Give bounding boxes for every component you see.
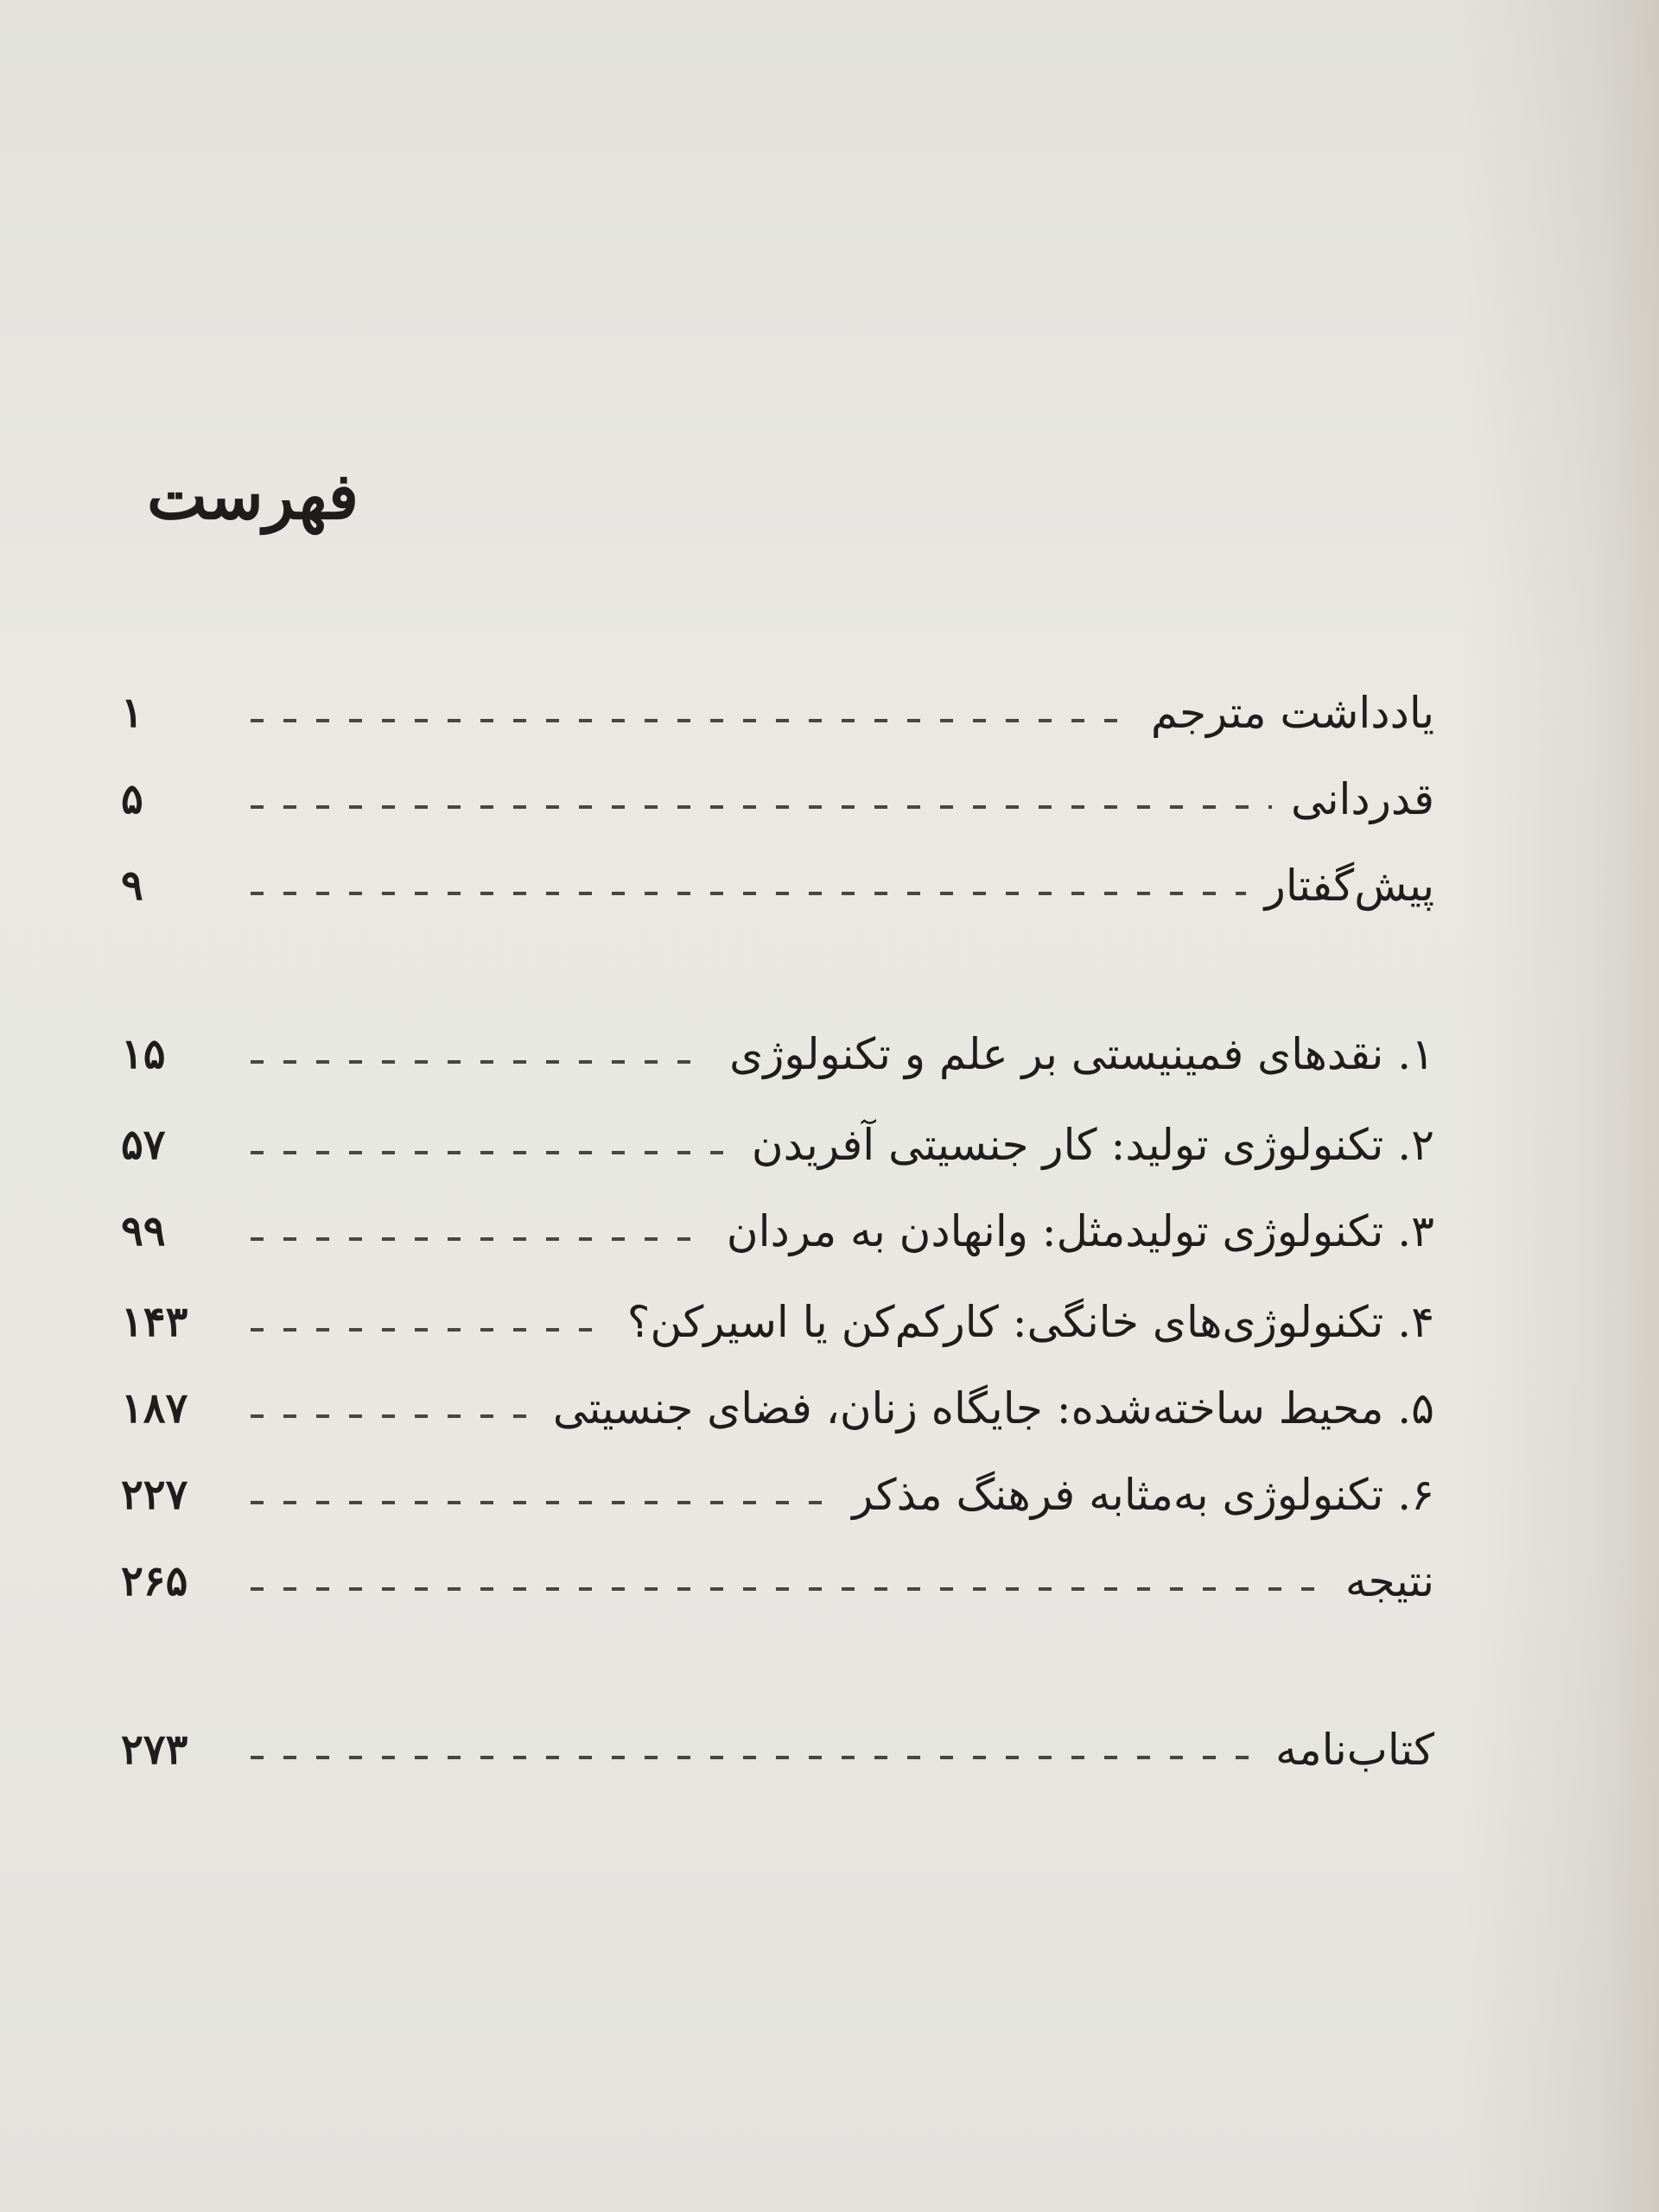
toc-entry-page-number: ۱: [121, 689, 143, 737]
toc-entry-title: کتاب‌نامه: [1275, 1725, 1434, 1775]
toc-entry-chapter-2: [121, 1110, 1434, 1179]
toc-entry-title: ۶. تکنولوژی به‌مثابه فرهنگ مذکر: [852, 1470, 1434, 1520]
dotted-leader: [251, 805, 1272, 809]
dotted-leader: [251, 1587, 1326, 1591]
toc-entry-title: ۲. تکنولوژی تولید: کار جنسیتی آفریدن: [751, 1120, 1434, 1170]
toc-heading: فهرست: [147, 460, 359, 534]
toc-entry-chapter-3: [121, 1197, 1434, 1266]
toc-entry-chapter-4: [121, 1287, 1434, 1357]
toc-entry-page-number: ۹۹: [121, 1207, 166, 1255]
toc-entry-title: پیش‌گفتار: [1264, 861, 1434, 911]
toc-entry-page-number: ۹: [121, 861, 143, 910]
toc-entry-page-number: ۵: [121, 775, 143, 823]
toc-entry-title: قدردانی: [1290, 774, 1434, 824]
toc-entry-page-number: ۲۷۳: [121, 1726, 188, 1774]
toc-entry-page-number: ۱۸۷: [121, 1384, 188, 1433]
dotted-leader: [251, 1060, 710, 1064]
toc-entry-page-number: ۵۷: [121, 1121, 166, 1169]
toc-entry-chapter-5: [121, 1374, 1434, 1443]
toc-entry-title: ۱. نقدهای فمینیستی بر علم و تکنولوژی: [729, 1029, 1434, 1079]
toc-entry-acknowledgements: [121, 765, 1434, 834]
dotted-leader: [251, 1501, 833, 1504]
toc-entry-title: نتیجه: [1344, 1556, 1434, 1606]
toc-entry-title: ۵. محیط ساخته‌شده: جایگاه زنان، فضای جنسیتی: [552, 1383, 1434, 1433]
toc-entry-title: ۳. تکنولوژی تولیدمثل: وانهادن به مردان: [726, 1206, 1434, 1256]
toc-entry-page-number: ۱۴۳: [121, 1298, 188, 1346]
dotted-leader: [251, 719, 1132, 722]
dotted-leader: [251, 1237, 708, 1241]
dotted-leader: [251, 1756, 1256, 1759]
dotted-leader: [251, 1151, 733, 1154]
toc-entry-page-number: ۱۵: [121, 1030, 166, 1078]
toc-entry-bibliography: [121, 1715, 1434, 1784]
dotted-leader: [251, 1328, 608, 1332]
toc-entry-title: یادداشت مترجم: [1150, 688, 1434, 738]
toc-entry-preface: [121, 851, 1434, 920]
toc-entry-page-number: ۲۲۷: [121, 1471, 188, 1519]
toc-entry-conclusion: [121, 1547, 1434, 1616]
dotted-leader: [251, 1414, 534, 1418]
toc-entry-chapter-6: [121, 1460, 1434, 1529]
toc-entry-page-number: ۲۶۵: [121, 1557, 188, 1605]
toc-entry-chapter-1: [121, 1020, 1434, 1089]
toc-entry-translator-note: [121, 678, 1434, 747]
dotted-leader: [251, 892, 1246, 895]
toc-entry-title: ۴. تکنولوژی‌های خانگی: کارکم‌کن یا اسیرکن؟: [626, 1297, 1434, 1347]
